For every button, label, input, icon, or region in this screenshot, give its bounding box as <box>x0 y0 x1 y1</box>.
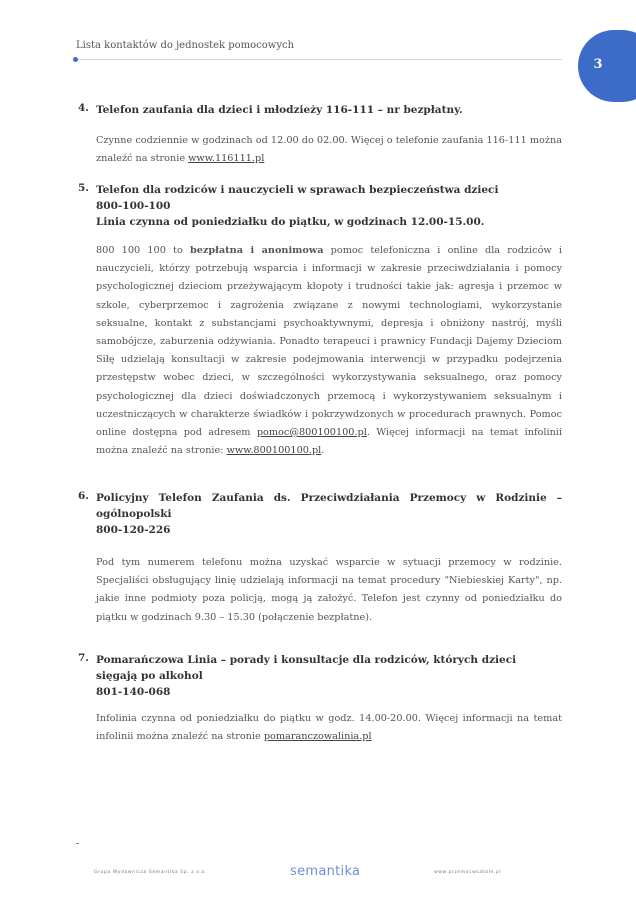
item-body <box>96 554 562 627</box>
heading-line: 800-120-226 <box>96 524 171 536</box>
body-text: . Więcej informacji na temat infolinii można znaleźć na stronie: <box>96 427 563 457</box>
item-body <box>96 710 562 746</box>
heading-line: 800-100-100 <box>96 200 171 212</box>
item-number: 4. <box>78 102 89 114</box>
item-body <box>96 242 562 460</box>
running-header: Lista kontaktów do jednostek pomocowych <box>76 40 295 51</box>
heading-line: Policyjny Telefon Zaufania ds. Przeciwdziałania Przemocy w Rodzinie – ogólnopolski <box>96 492 562 520</box>
header-bullet <box>73 57 78 62</box>
item-number: 7. <box>78 652 89 664</box>
body-text: Pod tym numerem telefonu można uzyskać wsparcie w sytuacji przemocy w rodzinie. Specjaliści obsługujący linię udzielają informacji na temat procedury "Niebieskiej Karty", np. jakie inne podmioty poza policją, mogą ją założyć. Telefon jest czynny od poniedziałku do piątku w godzinach 9.30 – 15.30 (połączenie bezpłatne). <box>96 557 562 623</box>
body-text: 800 100 100 to <box>96 245 190 256</box>
body-bold-text: bezpłatna i anonimowa <box>189 245 324 256</box>
body-text: Czynne codziennie w godzinach od 12.00 do 02.00. Więcej o telefonie zaufania 116-111 można znaleźć na stronie <box>96 135 562 165</box>
body-text: Infolinia czynna od poniedziałku do piątku w godz. 14.00-20.00. Więcej informacji na temat infolinii można znaleźć na stronie <box>96 713 562 743</box>
item-number: 5. <box>78 182 89 194</box>
footer-logo: semantika <box>290 864 361 879</box>
link-800100100[interactable]: www.800100100.pl <box>226 445 322 457</box>
item-heading <box>96 182 562 230</box>
link-pomaranczowalinia[interactable]: pomaranczowalinia.pl <box>263 731 372 743</box>
link-pomoc-email[interactable]: pomoc@800100100.pl <box>256 427 367 439</box>
footer-publisher: Grupa Wydawnicza Semantika Sp. z o.o. <box>94 870 207 875</box>
list-item-4 <box>78 102 562 168</box>
body-text: pomoc telefoniczna i online dla rodziców i nauczycieli, którzy potrzebują wsparcia i informacji w zakresie przeciwdziałania i pomocy psychologicznej dzieciom przeżywającym kłopoty i trudności takie jak: agresja i przemoc w szkole, cyberprzemoc i zagrożenia związane z nowymi technologiami, wykorzystanie seksualne, kontakt z substancjami psychoaktywnymi, depresja i obniżony nastrój, myśli samobójcze, zaburzenia odżywiania. Ponadto terapeuci i prawnicy Fundacji Dajemy Dzieciom Siłę udzielają konsultacji w zakresie podejmowania interwencji w przypadku podejrzenia przestępstw wobec dzieci, w szczególności wykorzystywania seksualnego, oraz pomocy psychologicznej dla dzieci doświadczonych przemocą i wykorzystywaniem seksualnym i uczestniczących w charakterze świadków i pokrzywdzonych w procedurach prawnych. Pomoc online dostępna pod adresem <box>96 245 562 439</box>
heading-line: Telefon dla rodziców i nauczycieli w sprawach bezpieczeństwa dzieci <box>96 184 499 196</box>
list-item-6 <box>78 490 562 627</box>
page-number: 3 <box>593 57 603 72</box>
body-text: . <box>321 445 325 457</box>
item-heading <box>96 652 562 700</box>
list-item-5 <box>78 182 562 460</box>
footer-mark <box>76 843 79 844</box>
heading-line: sięgają po alkohol <box>96 670 203 682</box>
heading-line: Telefon zaufania dla dzieci i młodzieży 116-111 – nr bezpłatny. <box>96 104 463 116</box>
heading-line: 801-140-068 <box>96 686 171 698</box>
item-heading <box>96 490 562 538</box>
list-item-7 <box>78 652 562 746</box>
item-heading <box>96 102 562 118</box>
heading-line: Pomarańczowa Linia – porady i konsultacje dla rodziców, których dzieci <box>96 654 517 666</box>
item-body <box>96 132 562 168</box>
item-number: 6. <box>78 490 89 502</box>
footer-website[interactable]: www.przemocwszkole.pl <box>434 870 502 875</box>
heading-line: Linia czynna od poniedziałku do piątku, w godzinach 12.00-15.00. <box>96 216 485 228</box>
link-116111[interactable]: www.116111.pl <box>188 153 265 165</box>
header-rule <box>76 59 562 60</box>
